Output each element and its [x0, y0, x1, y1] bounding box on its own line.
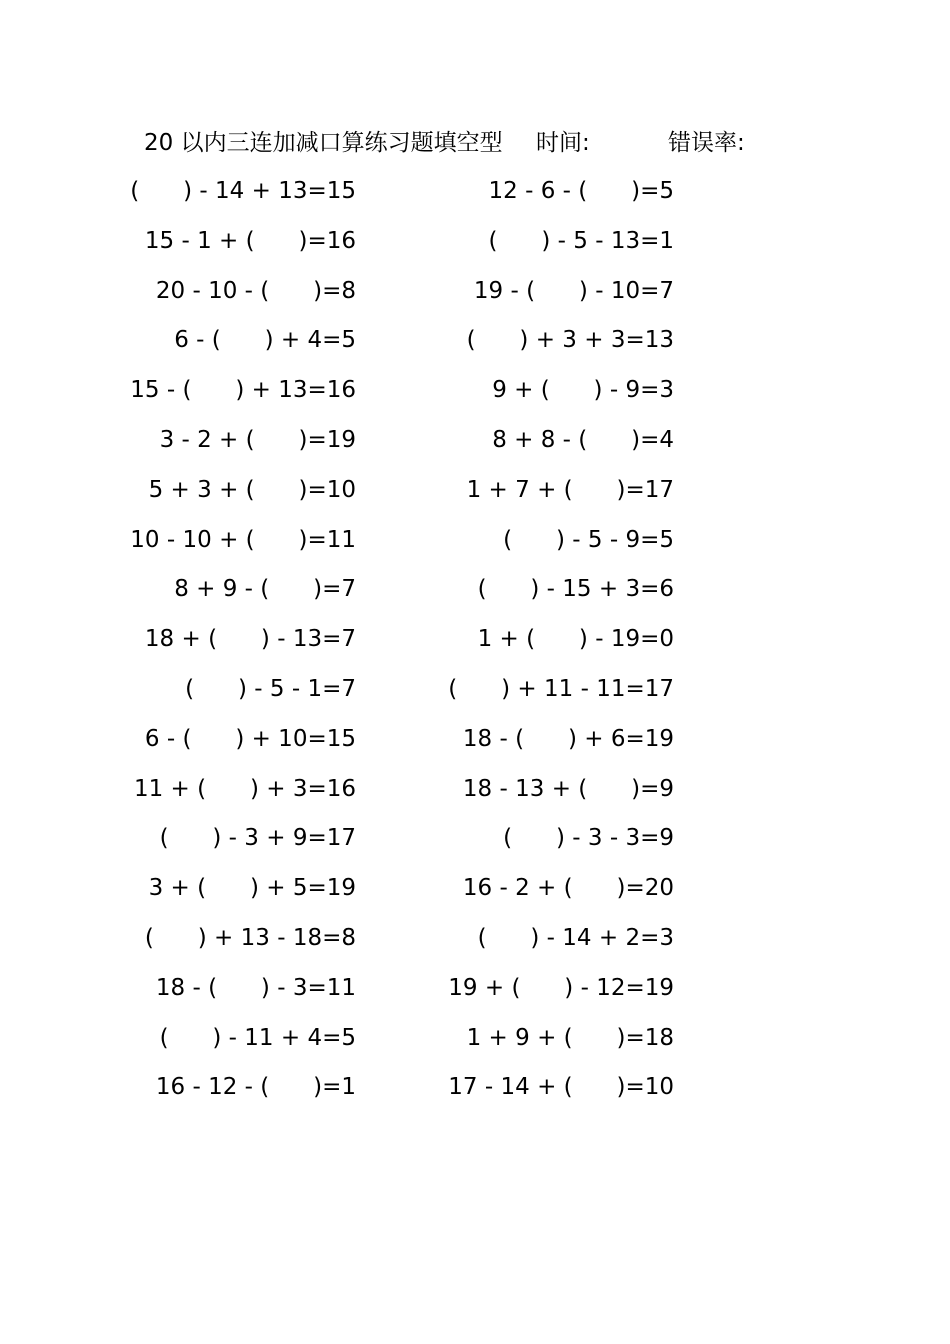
problem-row: [0, 323, 950, 373]
problem-right: 18 - ( ) + 6=19: [462, 725, 674, 752]
problem-row: [0, 722, 950, 772]
problem-row: [0, 622, 950, 672]
problem-right: ( ) - 15 + 3=6: [477, 576, 674, 603]
problem-left: 3 - 2 + ( )=19: [159, 426, 356, 453]
problem-row: [0, 821, 950, 871]
problem-row: [0, 871, 950, 921]
problem-right: 9 + ( ) - 9=3: [492, 377, 674, 404]
problem-row: [0, 523, 950, 573]
problem-row: [0, 672, 950, 722]
problem-right: 18 - 13 + ( )=9: [462, 775, 674, 802]
worksheet-title: 20 以内三连加减口算练习题填空型: [144, 130, 503, 156]
problem-right: 19 - ( ) - 10=7: [473, 277, 674, 304]
problem-left: ( ) - 3 + 9=17: [159, 825, 356, 852]
problem-row: [0, 1070, 950, 1120]
problem-right: ( ) - 14 + 2=3: [477, 924, 674, 951]
problem-row: [0, 423, 950, 473]
problem-left: 10 - 10 + ( )=11: [130, 526, 356, 553]
problem-right: 1 + ( ) - 19=0: [477, 626, 674, 653]
problem-row: [0, 174, 950, 224]
problem-right: 12 - 6 - ( )=5: [488, 178, 674, 204]
problem-left: ( ) - 11 + 4=5: [159, 1024, 356, 1051]
worksheet-header: [0, 126, 950, 160]
problem-left: 16 - 12 - ( )=1: [155, 1074, 356, 1101]
problem-row: [0, 971, 950, 1021]
problem-left: 18 - ( ) - 3=11: [155, 974, 356, 1001]
problem-left: 8 + 9 - ( )=7: [174, 576, 356, 603]
problem-row: [0, 224, 950, 274]
problem-row: [0, 274, 950, 324]
problem-left: 11 + ( ) + 3=16: [133, 775, 356, 802]
problem-row: [0, 1021, 950, 1071]
problem-left: ( ) - 14 + 13=15: [130, 178, 356, 204]
problem-left: 18 + ( ) - 13=7: [144, 626, 356, 653]
problem-right: 19 + ( ) - 12=19: [448, 974, 674, 1001]
problem-right: ( ) + 3 + 3=13: [466, 327, 674, 354]
problem-list: [0, 174, 950, 1120]
problem-left: 3 + ( ) + 5=19: [148, 875, 356, 902]
problem-left: 5 + 3 + ( )=10: [148, 476, 356, 503]
problem-row: [0, 572, 950, 622]
problem-left: 20 - 10 - ( )=8: [155, 277, 356, 304]
problem-right: 8 + 8 - ( )=4: [492, 426, 674, 453]
problem-left: ( ) - 5 - 1=7: [185, 675, 356, 702]
problem-left: 15 - ( ) + 13=16: [130, 377, 356, 404]
error-rate-label: 错误率:: [668, 130, 745, 156]
problem-right: ( ) - 5 - 13=1: [488, 227, 674, 254]
problem-right: 1 + 7 + ( )=17: [466, 476, 674, 503]
problem-row: [0, 373, 950, 423]
problem-right: 17 - 14 + ( )=10: [448, 1074, 674, 1101]
problem-left: 6 - ( ) + 10=15: [144, 725, 356, 752]
problem-right: ( ) - 3 - 3=9: [503, 825, 674, 852]
problem-row: [0, 772, 950, 822]
problem-right: 16 - 2 + ( )=20: [462, 875, 674, 902]
problem-left: 6 - ( ) + 4=5: [174, 327, 356, 354]
problem-left: ( ) + 13 - 18=8: [144, 924, 356, 951]
problem-row: [0, 473, 950, 523]
problem-right: ( ) + 11 - 11=17: [448, 675, 674, 702]
problem-right: ( ) - 5 - 9=5: [503, 526, 674, 553]
problem-row: [0, 921, 950, 971]
problem-left: 15 - 1 + ( )=16: [144, 227, 356, 254]
time-label: 时间:: [536, 130, 590, 156]
problem-right: 1 + 9 + ( )=18: [466, 1024, 674, 1051]
